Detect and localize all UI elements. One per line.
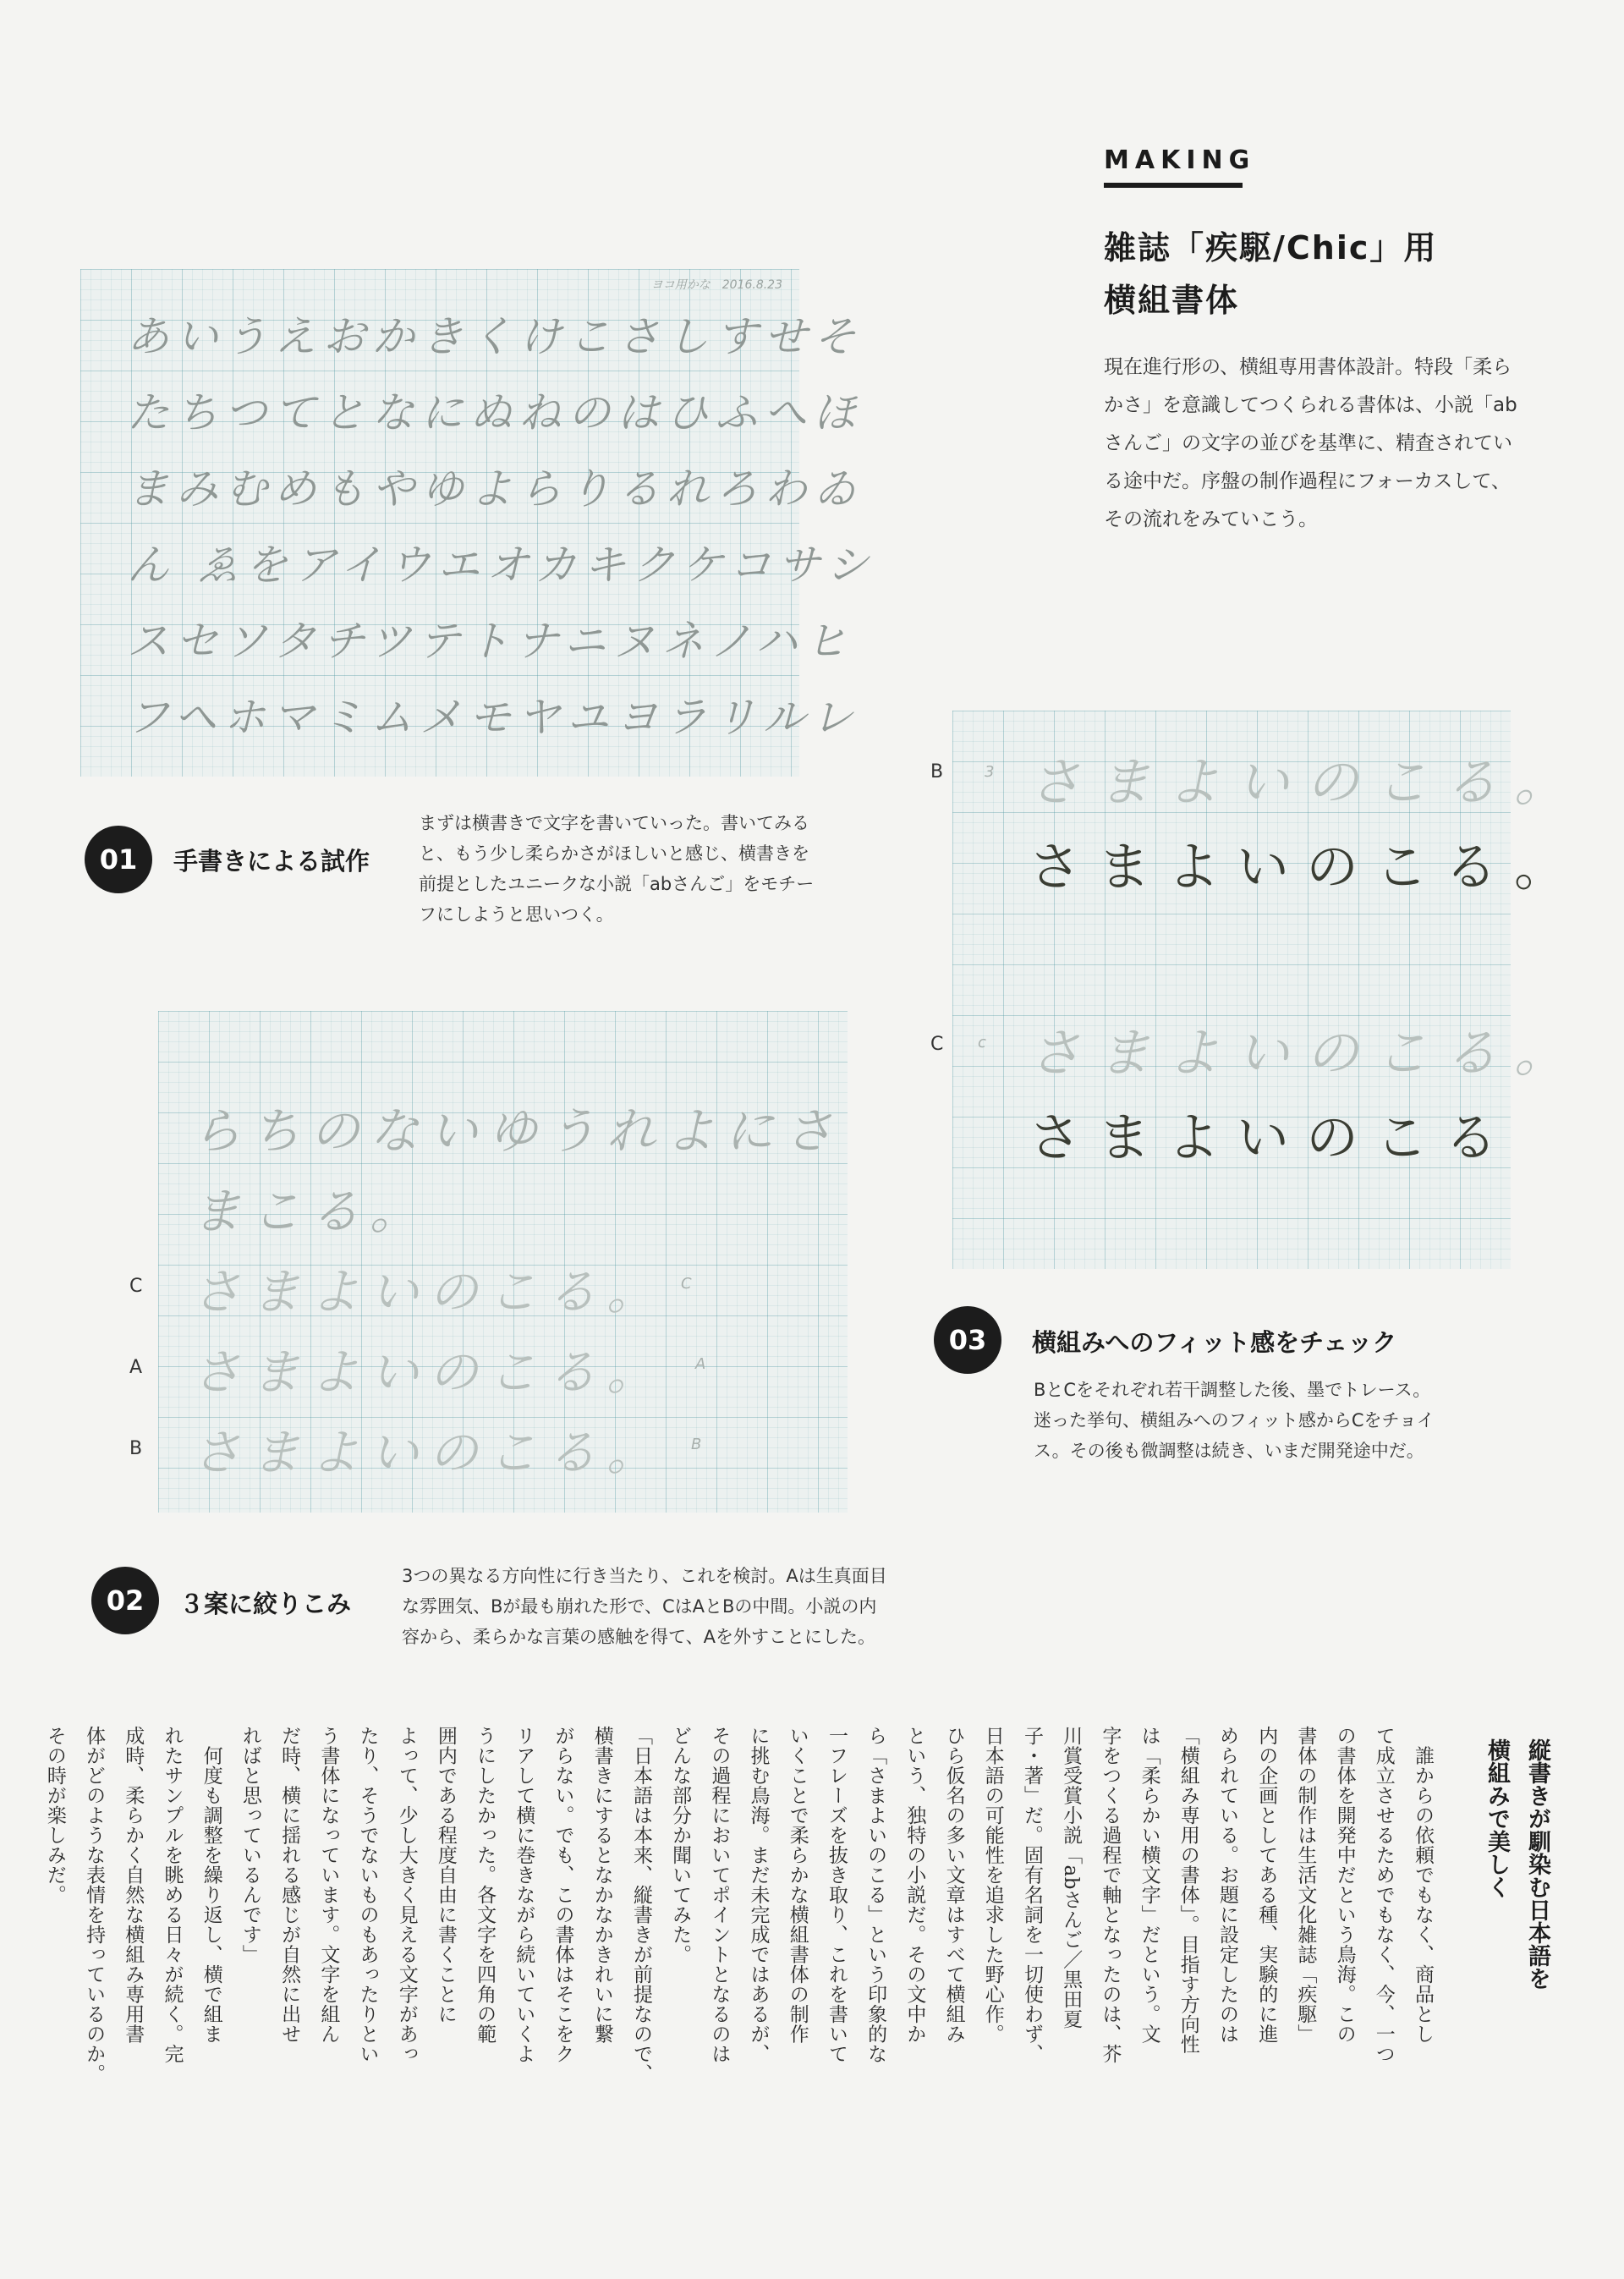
phrase-row-a: さまよいのこる。	[192, 1343, 667, 1401]
step-title-03: 横組みへのフィット感をチェック	[1032, 1328, 1397, 1357]
article-body: 誰からの依頼でもなく、商品とし て成立させるためでもなく、今、一つ の書体を開発中だという鳥海。この 書体の制作は生活文化雑誌「疾駆」 内の企画としてある種、実験的に進 められている。お題に設定したのは 「横組み専用の書体」。目指す方向性 は「柔らかい横文字」だという。文 字をつくる過程で軸となったのは、芥 川賞受賞小説「abさんご／黒田夏 子・著」だ。固有名詞を一切使わず、 日本語の可能性を追求した野心作。 ひら仮名の多い文章はすべて横組み という、独特の小説だ。その文中か ら「さまよいのこる」という印象的な 一フレーズを抜き取り、これを書いて いくことで柔らかな横組書体の制作 に挑む鳥海。まだ未完成ではあるが、 その過程においてポイントとなるのは どんな部分か聞いてみた。 「日本語は本来、縦書きが前提なので、 横書きにするとなかなかきれいに繋 がらない。でも、この書体はそこをク リアして横に巻きながら続いていくよ うにしたかった。各文字を四角の範 囲内である程度自由に書くことに よって、少し大きく見える文字があっ たり、そうでないものもあったりとい う書体になっています。文字を組ん だ時、横に揺れる感じが自然に出せ ればと思っているんです」 何度も調整を繰り返し、横で組ま れたサンプルを眺める日々が続く。完 成時、柔らかく自然な横組み専用書 体がどのような表情を持っているのか。 その時が楽しみだ。	[43, 1726, 1434, 2084]
phrase-row: まこる。	[192, 1183, 430, 1240]
variant-label-b: B	[930, 761, 944, 783]
kana-row: スセソタチツテトナニヌネノハヒ	[127, 617, 853, 666]
handwriting-sheet-3: さまよいのこる。 さまよいのこる。 さまよいのこる。 さまよいのこる 3 c	[952, 711, 1511, 1269]
page-title	[1104, 222, 1437, 327]
variant-label-b: B	[129, 1438, 143, 1459]
phrase-row-c-pencil: さまよいのこる。	[1029, 1022, 1584, 1084]
phrase-row-b-ink: さまよいのこる。	[1029, 836, 1584, 898]
section-label-underline	[1104, 183, 1243, 188]
step-body-03: BとCをそれぞれ若干調整した後、墨でトレース。迷った挙句、横組みへのフィット感からCをチョイス。その後も微調整は続き、いまだ開発途中だ。	[1034, 1380, 1435, 1461]
kana-row: あいうえおかきくけこさしすせそ	[127, 312, 863, 361]
kana-row: まみむめもやゆよらりるれろわゐ	[127, 464, 863, 513]
page-title-line-1: 雑誌「疾駆/Chic」用	[1104, 229, 1438, 266]
article-title: 縦書きが馴染む日本語を 横組みで美しく	[1484, 1738, 1550, 1990]
handwriting-sheet-2: らちのないゆうれよにさ まこる。 さまよいのこる。 さまよいのこる。 さまよいのこる。 C A B	[158, 1011, 848, 1513]
section-label: MAKING	[1104, 146, 1256, 175]
phrase-row-b-pencil: さまよいのこる。	[1029, 751, 1584, 813]
step-body-01: まずは横書きで文字を書いていった。書いてみると、もう少し柔らかさがほしいと感じ、横書きを前提としたユニークな小説「abさんご」をモチーフにしようと思いつく。	[419, 813, 815, 925]
step-body-02: 3つの異なる方向性に行き当たり、これを検討。Aは生真面目な雰囲気、Bが最も崩れた形で、CはAとBの中間。小説の内容から、柔らかな言葉の感触を得て、Aを外すことにした。	[402, 1566, 887, 1647]
phrase-row: らちのないゆうれよにさ	[192, 1102, 844, 1160]
phrase-row-c: さまよいのこる。	[192, 1263, 667, 1321]
step-badge-02: 02	[91, 1567, 159, 1634]
kana-row: ん ゑをアイウエオカキクケコサシ	[127, 541, 875, 590]
sheet-date-note: ヨコ用かな 2016.8.23	[650, 278, 782, 292]
kana-row: フヘホマミムメモヤユヨラリルレ	[127, 693, 860, 742]
handwriting-sheet-1	[80, 269, 875, 777]
step-title-02: ３案に絞りこみ	[179, 1590, 352, 1618]
phrase-row-b: さまよいのこる。	[192, 1424, 667, 1481]
variant-label-c: C	[129, 1276, 143, 1297]
step-title-01: 手書きによる試作	[173, 847, 370, 876]
page-title-line-2: 横組書体	[1104, 282, 1240, 319]
phrase-row-c-ink: さまよいのこる	[1029, 1107, 1515, 1168]
kana-row: たちつてとなにぬねのはひふへほ	[127, 388, 863, 437]
variant-label-a: A	[129, 1357, 143, 1378]
step-badge-03: 03	[934, 1306, 1001, 1374]
step-badge-01: 01	[85, 826, 152, 893]
variant-label-c: C	[930, 1034, 944, 1055]
intro-paragraph: 現在進行形の、横組専用書体設計。特段「柔らかさ」を意識してつくられる書体は、小説「abさんご」の文字の並びを基準に、精査されている途中だ。序盤の制作過程にフォーカスして、その流れをみていこう。	[1104, 356, 1517, 530]
